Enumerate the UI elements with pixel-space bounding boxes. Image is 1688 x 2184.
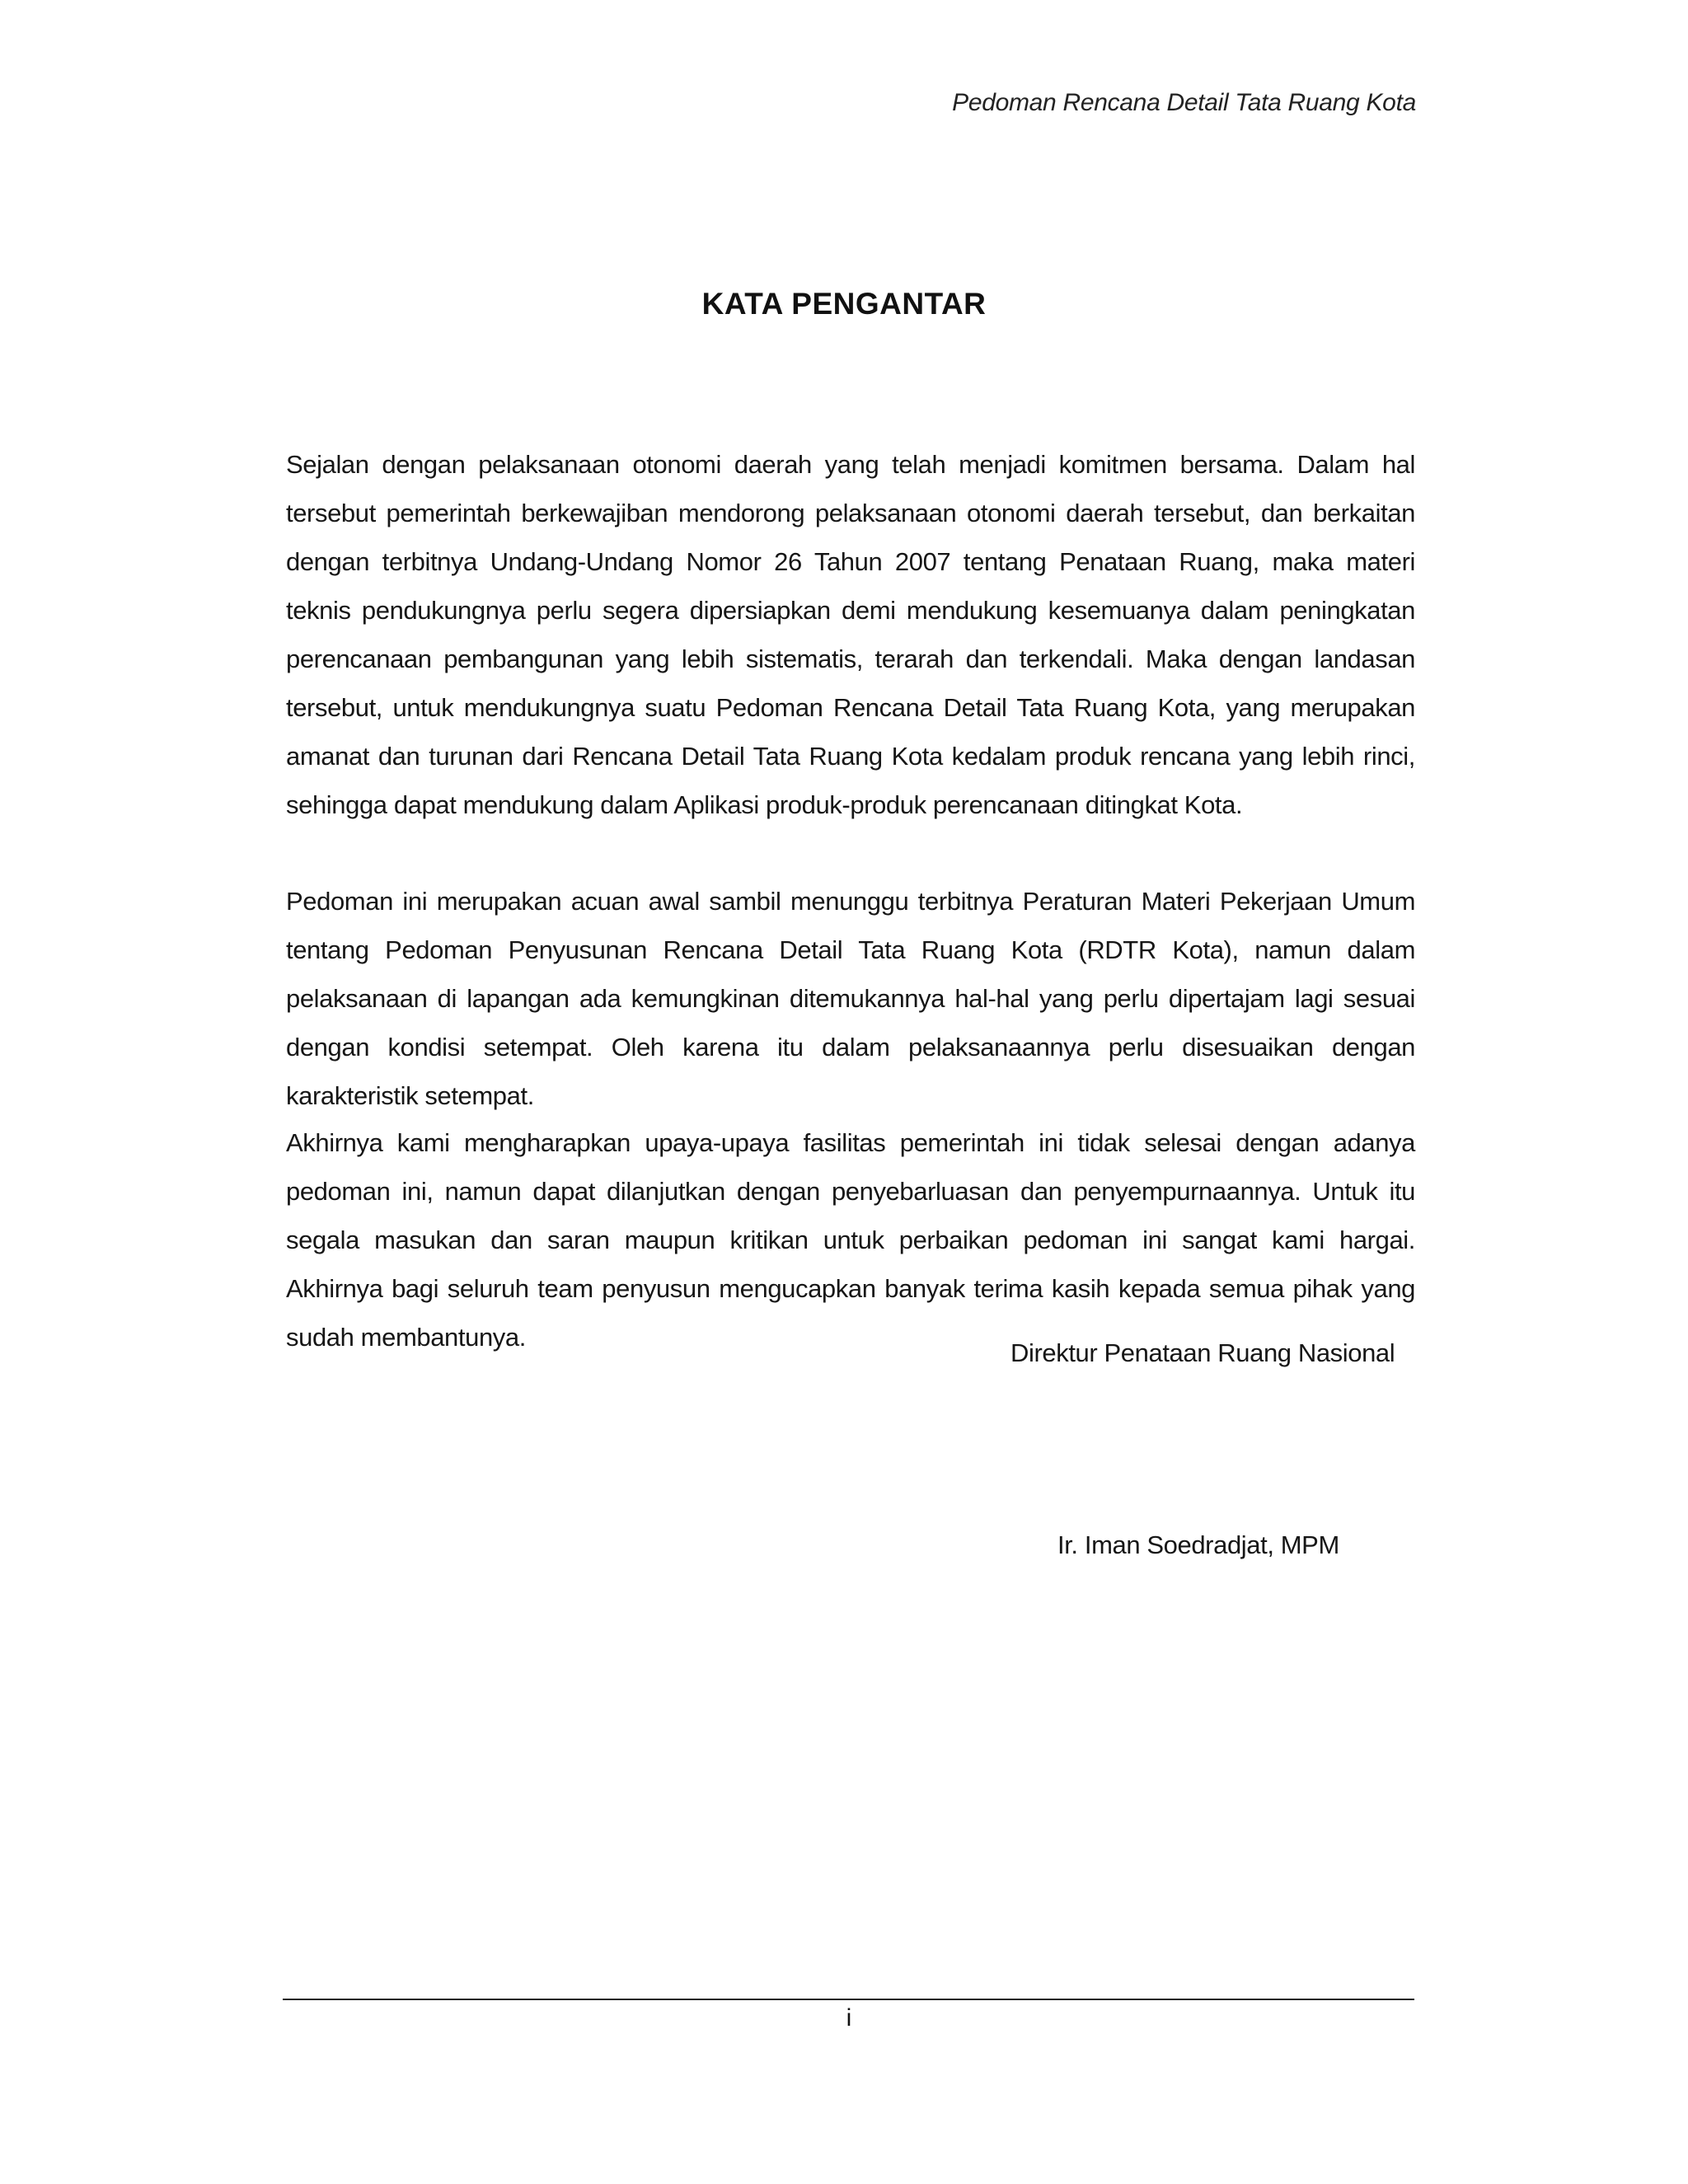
page-title: KATA PENGANTAR [701,287,987,321]
paragraph-2: Pedoman ini merupakan acuan awal sambil menunggu terbitnya Peraturan Materi Pekerjaan Umum tentang Pedoman Penyusunan Rencana Detail Tata Ruang Kota (RDTR Kota), namun dalam pelaksanaan di lapangan ada kemungkinan ditemukannya hal-hal yang perlu dipertajam lagi sesuai dengan kondisi setempat. Oleh karena itu dalam pelaksanaannya perlu disesuaikan dengan karakteristik setempat. [286,887,1415,1110]
footer-divider [283,1999,1414,2000]
running-header: Pedoman Rencana Detail Tata Ruang Kota [952,89,1416,116]
signoff-role: Direktur Penataan Ruang Nasional [1010,1338,1395,1367]
paragraph-1: Sejalan dengan pelaksanaan otonomi daerah yang telah menjadi komitmen bersama. Dalam hal tersebut pemerintah berkewajiban mendorong pelaksanaan otonomi daerah tersebut, dan berkaitan dengan terbitnya Undang-Undang Nomor 26 Tahun 2007 tentang Penataan Ruang, maka materi teknis pendukungnya perlu segera dipersiapkan demi mendukung kesemuanya dalam peningkatan perencanaan pembangunan yang lebih sistematis, terarah dan terkendali. Maka dengan landasan tersebut, untuk mendukungnya suatu Pedoman Rencana Detail Tata Ruang Kota, yang merupakan amanat dan turunan dari Rencana Detail Tata Ruang Kota kedalam produk rencana yang lebih rinci, sehingga dapat mendukung dalam Aplikasi produk-produk perencanaan ditingkat Kota. [286,450,1415,819]
page-number: i [846,2004,852,2032]
paragraph-3: Akhirnya kami mengharapkan upaya-upaya fasilitas pemerintah ini tidak selesai dengan adanya pedoman ini, namun dapat dilanjutkan dengan penyebarluasan dan penyempurnaannya. Untuk itu segala masukan dan saran maupun kritikan untuk perbaikan pedoman ini sangat kami hargai. Akhirnya bagi seluruh team penyusun mengucapkan banyak terima kasih kepada semua pihak yang sudah membantunya. [286,1128,1415,1352]
signoff-name: Ir. Iman Soedradjat, MPM [1057,1530,1339,1559]
